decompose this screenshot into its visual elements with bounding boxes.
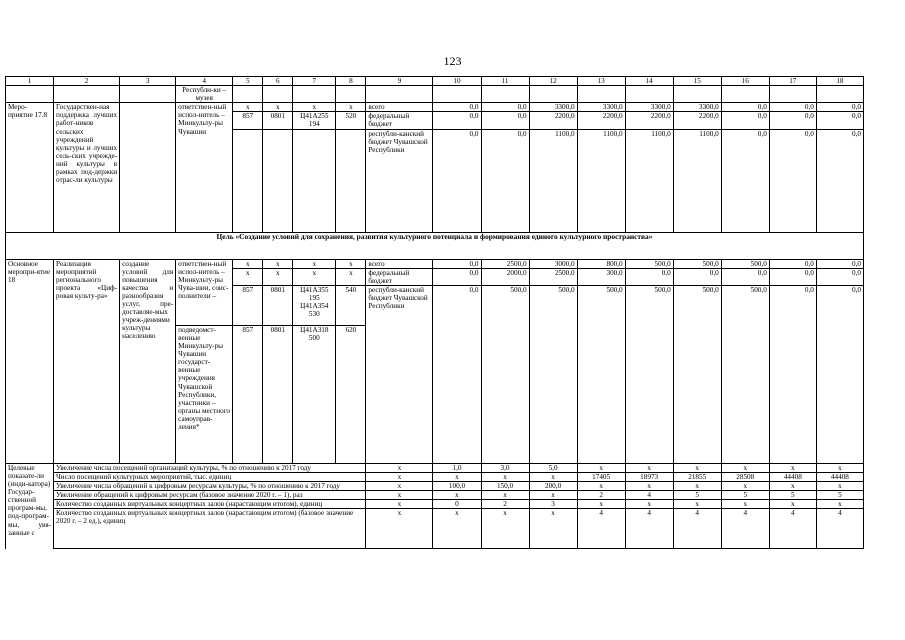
amount-cell: 0,0 bbox=[433, 112, 481, 129]
indicator-value: x bbox=[481, 509, 529, 549]
indicator-value: x bbox=[481, 491, 529, 500]
indicator-value: x bbox=[366, 472, 433, 481]
indicator-value: x bbox=[673, 500, 721, 509]
col-number: 18 bbox=[816, 77, 863, 86]
activity-code: Меро-приятие 17.8 bbox=[6, 103, 54, 232]
col-number: 9 bbox=[366, 77, 433, 86]
activity-code: Основное меропри-ятие 18 bbox=[6, 259, 54, 463]
indicator-value: x bbox=[816, 482, 863, 491]
amount-cell: 500,0 bbox=[625, 259, 673, 268]
indicator-value: x bbox=[529, 491, 577, 500]
amount-cell: 500,0 bbox=[673, 259, 721, 268]
amount-cell: 500,0 bbox=[625, 285, 673, 463]
section-code: x bbox=[263, 259, 293, 268]
amount-cell: 0,0 bbox=[816, 112, 863, 129]
amount-cell: 0,0 bbox=[625, 268, 673, 285]
col-number: 11 bbox=[481, 77, 529, 86]
col-number: 7 bbox=[293, 77, 336, 86]
indicator-row bbox=[6, 500, 864, 509]
amount-cell: 0,0 bbox=[769, 268, 816, 285]
grbs-code: x bbox=[233, 103, 263, 112]
indicator-value: x bbox=[366, 463, 433, 472]
amount-cell: 500,0 bbox=[577, 285, 625, 463]
amount-cell: 2200,0 bbox=[673, 112, 721, 129]
indicator-row bbox=[6, 482, 864, 491]
expense-code: 620 bbox=[336, 325, 366, 463]
target-code: Ц41А318 500 bbox=[293, 325, 336, 463]
indicator-value: x bbox=[433, 509, 481, 549]
indicator-value: x bbox=[721, 500, 769, 509]
indicator-value: 5 bbox=[673, 491, 721, 500]
indicator-value: 1,0 bbox=[433, 463, 481, 472]
funding-source: федеральный бюджет bbox=[366, 268, 433, 285]
amount-cell: 800,0 bbox=[577, 259, 625, 268]
indicator-value: 28508 bbox=[721, 472, 769, 481]
indicator-value: x bbox=[366, 482, 433, 491]
section-code: 0801 bbox=[263, 285, 293, 325]
indicator-value: 2 bbox=[577, 491, 625, 500]
activity-name: Реализация мероприятий регионального проекта «Циф-ровая культу-ра» bbox=[54, 259, 120, 463]
col-number: 17 bbox=[769, 77, 816, 86]
indicator-value: x bbox=[769, 500, 816, 509]
amount-cell: 1100,0 bbox=[529, 129, 577, 232]
amount-cell: 0,0 bbox=[433, 103, 481, 112]
indicator-value: x bbox=[366, 491, 433, 500]
indicator-value: x bbox=[721, 482, 769, 491]
indicator-name: Увеличение обращений к цифровым ресурсам (базовое значение 2020 г. – 1), раз bbox=[54, 491, 366, 500]
amount-cell: 0,0 bbox=[433, 129, 481, 232]
indicator-value: 5 bbox=[721, 491, 769, 500]
indicator-value: x bbox=[433, 472, 481, 481]
amount-cell: 500,0 bbox=[529, 285, 577, 463]
program-table bbox=[5, 76, 864, 549]
indicator-value: 3,0 bbox=[481, 463, 529, 472]
indicator-row bbox=[6, 472, 864, 481]
expense-code: x bbox=[336, 268, 366, 285]
indicator-value: 4 bbox=[673, 509, 721, 549]
indicator-value: 44408 bbox=[769, 472, 816, 481]
amount-cell: 500,0 bbox=[481, 285, 529, 463]
indicator-value: x bbox=[577, 463, 625, 472]
amount-cell: 2000,0 bbox=[481, 268, 529, 285]
indicator-value: x bbox=[481, 472, 529, 481]
amount-cell: 2500,0 bbox=[481, 259, 529, 268]
indicator-value: x bbox=[816, 463, 863, 472]
target-code: Ц41А355 195 Ц41А354 530 bbox=[293, 285, 336, 325]
indicator-value: x bbox=[577, 500, 625, 509]
amount-cell: 2200,0 bbox=[529, 112, 577, 129]
col-number: 15 bbox=[673, 77, 721, 86]
amount-cell: 3300,0 bbox=[577, 103, 625, 112]
grbs-code: 857 bbox=[233, 285, 263, 325]
amount-cell: 0,0 bbox=[769, 259, 816, 268]
amount-cell: 0,0 bbox=[816, 268, 863, 285]
grbs-code: x bbox=[233, 259, 263, 268]
section-code: x bbox=[263, 268, 293, 285]
indicator-value: 0 bbox=[433, 500, 481, 509]
grbs-code: 857 bbox=[233, 325, 263, 463]
goal-row bbox=[6, 232, 864, 259]
target-code: x bbox=[293, 259, 336, 268]
indicator-value: 150,0 bbox=[481, 482, 529, 491]
expense-code: 520 bbox=[336, 112, 366, 129]
funding-source: всего bbox=[366, 103, 433, 112]
indicator-value: 44408 bbox=[816, 472, 863, 481]
indicator-name: Количество созданных виртуальных концертных залов (нарастающим итогом), единиц bbox=[54, 500, 366, 509]
indicator-value: x bbox=[577, 482, 625, 491]
col-number: 8 bbox=[336, 77, 366, 86]
funding-source: республи-канский бюджет Чувашской Республики bbox=[366, 285, 433, 463]
indicator-value: 21855 bbox=[673, 472, 721, 481]
section-code: x bbox=[263, 103, 293, 112]
col-number: 1 bbox=[6, 77, 54, 86]
indicator-value: 17405 bbox=[577, 472, 625, 481]
amount-cell: 0,0 bbox=[769, 285, 816, 463]
activity-purpose: создание условий для повышения качества и разнообразия услуг, пре-доставляе-мых учреж-дениями культуры населению bbox=[120, 259, 176, 463]
amount-cell: 0,0 bbox=[721, 112, 769, 129]
activity-name: Государствен-ная поддержка лучших работ-ников сельских учреждений культуры и лучших сель-ских учрежде-ний культуры в рамках под-держки отрас-ли культуры bbox=[54, 103, 120, 232]
indicator-name: Количество созданных виртуальных концертных залов (нарастающим итогом) (базовое значение 2020 г. – 2 ед.), единиц bbox=[54, 509, 366, 549]
col-number: 2 bbox=[54, 77, 120, 86]
indicators-label: Целевые показате-ли (инди-катора) Государ-ственной програм-мы, под-програм-мы, увя-занные с bbox=[6, 463, 54, 548]
indicator-value: 4 bbox=[816, 509, 863, 549]
amount-cell: 0,0 bbox=[481, 129, 529, 232]
indicator-value: 4 bbox=[769, 509, 816, 549]
indicator-value: x bbox=[769, 482, 816, 491]
col-number: 14 bbox=[625, 77, 673, 86]
amount-cell: 0,0 bbox=[721, 103, 769, 112]
amount-cell: 0,0 bbox=[816, 259, 863, 268]
indicator-value: 5,0 bbox=[529, 463, 577, 472]
indicator-value: x bbox=[673, 463, 721, 472]
section-code: 0801 bbox=[263, 112, 293, 129]
indicator-value: 4 bbox=[625, 491, 673, 500]
grbs-code: x bbox=[233, 268, 263, 285]
section-code: 0801 bbox=[263, 325, 293, 463]
amount-cell: 2200,0 bbox=[577, 112, 625, 129]
amount-cell: 0,0 bbox=[673, 268, 721, 285]
indicator-value: x bbox=[366, 509, 433, 549]
amount-cell: 0,0 bbox=[769, 112, 816, 129]
indicator-row bbox=[6, 491, 864, 500]
indicator-value: 4 bbox=[721, 509, 769, 549]
indicator-value: x bbox=[673, 482, 721, 491]
indicator-value: x bbox=[721, 463, 769, 472]
indicator-value: 4 bbox=[577, 509, 625, 549]
amount-cell: 0,0 bbox=[816, 103, 863, 112]
amount-cell: 0,0 bbox=[433, 259, 481, 268]
indicator-value: 2 bbox=[481, 500, 529, 509]
indicator-value: x bbox=[816, 500, 863, 509]
amount-cell: 3300,0 bbox=[673, 103, 721, 112]
activity-17-8-row bbox=[6, 103, 864, 112]
funding-source: всего bbox=[366, 259, 433, 268]
column-number-row bbox=[6, 77, 864, 86]
amount-cell: 0,0 bbox=[816, 285, 863, 463]
expense-code: x bbox=[336, 103, 366, 112]
indicator-value: x bbox=[529, 509, 577, 549]
col-number: 6 bbox=[263, 77, 293, 86]
amount-cell: 3000,0 bbox=[529, 259, 577, 268]
indicator-row bbox=[6, 509, 864, 549]
indicator-value: 5 bbox=[816, 491, 863, 500]
indicator-name: Увеличение числа посещений организаций культуры, % по отношению к 2017 году bbox=[54, 463, 366, 472]
amount-cell: 0,0 bbox=[433, 268, 481, 285]
target-code: x bbox=[293, 103, 336, 112]
amount-cell: 0,0 bbox=[721, 268, 769, 285]
indicator-value: x bbox=[625, 482, 673, 491]
goal-heading: Цель «Создание условий для сохранения, развития культурного потенциала и формирования единого культурного пространства» bbox=[6, 232, 864, 259]
carry-over-row bbox=[6, 86, 864, 103]
amount-cell: 500,0 bbox=[673, 285, 721, 463]
indicator-value: x bbox=[769, 463, 816, 472]
funding-source: федеральный бюджет bbox=[366, 112, 433, 129]
indicator-value: x bbox=[366, 500, 433, 509]
activity-executor-cont: подведомст-венные Минкульту-ры Чувашии государст-венные учреждения Чувашской Республики, участники – органы местного самоуправ-ления* bbox=[176, 325, 233, 463]
amount-cell: 3300,0 bbox=[625, 103, 673, 112]
target-code: Ц41А255 194 bbox=[293, 112, 336, 129]
indicator-row bbox=[6, 463, 864, 472]
col-number: 16 bbox=[721, 77, 769, 86]
amount-cell: 0,0 bbox=[481, 103, 529, 112]
amount-cell: 2200,0 bbox=[625, 112, 673, 129]
indicator-value: x bbox=[625, 463, 673, 472]
amount-cell: 0,0 bbox=[721, 129, 769, 232]
amount-cell: 1100,0 bbox=[625, 129, 673, 232]
amount-cell: 0,0 bbox=[816, 129, 863, 232]
amount-cell: 1100,0 bbox=[577, 129, 625, 232]
grbs-code: 857 bbox=[233, 112, 263, 129]
expense-code: x bbox=[336, 259, 366, 268]
amount-cell: 500,0 bbox=[721, 285, 769, 463]
executor-tail: Республи-ки – музея bbox=[176, 86, 233, 103]
amount-cell: 300,0 bbox=[577, 268, 625, 285]
indicator-name: Увеличение числа обращений к цифровым ресурсам культуры, % по отношению к 2017 году bbox=[54, 482, 366, 491]
expense-code: 540 bbox=[336, 285, 366, 325]
col-number: 10 bbox=[433, 77, 481, 86]
indicator-value: 18973 bbox=[625, 472, 673, 481]
amount-cell: 3300,0 bbox=[529, 103, 577, 112]
col-number: 5 bbox=[233, 77, 263, 86]
funding-source: республи-канский бюджет Чувашской Республики bbox=[366, 129, 433, 232]
col-number: 4 bbox=[176, 77, 233, 86]
indicator-value: 200,0 bbox=[529, 482, 577, 491]
indicator-value: 5 bbox=[769, 491, 816, 500]
indicator-value: 100,0 bbox=[433, 482, 481, 491]
indicator-value: x bbox=[625, 500, 673, 509]
col-number: 12 bbox=[529, 77, 577, 86]
indicator-value: x bbox=[529, 472, 577, 481]
target-code: x bbox=[293, 268, 336, 285]
indicator-name: Число посещений культурных мероприятий, тыс. единиц bbox=[54, 472, 366, 481]
activity-executor: ответствен-ный испол-нитель – Минкульту-ры Чува-шии, соис-полнители – bbox=[176, 259, 233, 325]
indicator-value: 4 bbox=[625, 509, 673, 549]
amount-cell: 500,0 bbox=[721, 259, 769, 268]
amount-cell: 0,0 bbox=[433, 285, 481, 463]
page-number: 123 bbox=[443, 54, 462, 68]
amount-cell: 0,0 bbox=[481, 112, 529, 129]
col-number: 13 bbox=[577, 77, 625, 86]
activity-18-row bbox=[6, 259, 864, 268]
indicator-value: x bbox=[433, 491, 481, 500]
amount-cell: 1100,0 bbox=[673, 129, 721, 232]
col-number: 3 bbox=[120, 77, 176, 86]
amount-cell: 0,0 bbox=[769, 129, 816, 232]
amount-cell: 0,0 bbox=[769, 103, 816, 112]
activity-executor: ответствен-ный испол-нитель – Минкульту-ры Чувашии bbox=[176, 103, 233, 232]
amount-cell: 2500,0 bbox=[529, 268, 577, 285]
indicator-value: 3 bbox=[529, 500, 577, 509]
